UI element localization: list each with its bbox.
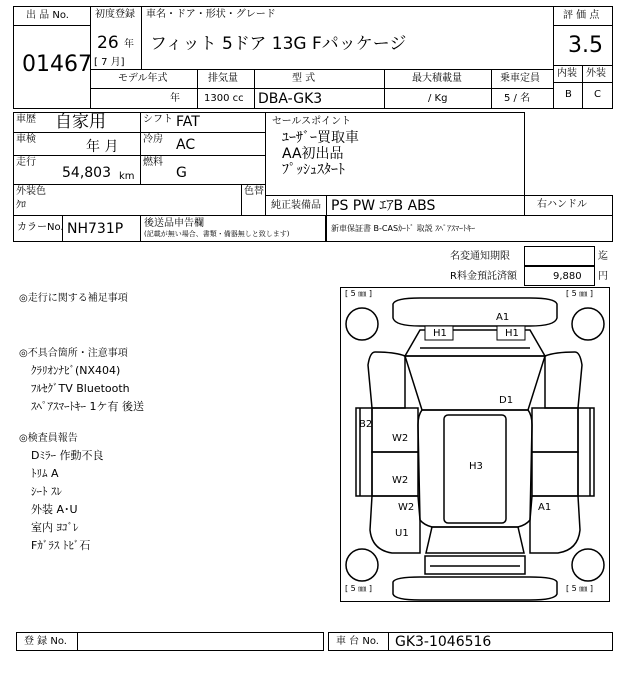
shift-value: FAT <box>176 114 200 130</box>
ac-value: AC <box>176 137 196 153</box>
mark-u1: U1 <box>395 528 409 539</box>
rocker-right <box>578 408 594 496</box>
color-no-label: カラーNo. <box>17 222 64 233</box>
chassis-value: GK3-1046516 <box>395 634 492 650</box>
defect-item-2: ﾌﾙｾｸﾞTV Bluetooth <box>31 382 130 395</box>
driving-notes-title: ◎走行に関する補足事項 <box>19 293 128 304</box>
interior-label: 内装 <box>557 68 577 79</box>
mileage-unit: km <box>119 171 135 182</box>
fender-front-right <box>545 352 582 408</box>
defect-item-3: ｽﾍﾟｱｽﾏｰﾄｷｰ 1ケ有 後送 <box>31 400 144 413</box>
chassis-label: 車 台 No. <box>336 636 379 647</box>
mark-h3: H3 <box>469 461 483 472</box>
mark-d1: D1 <box>499 395 514 406</box>
car-title-label: 車名・ドア・形状・グレード <box>146 9 276 20</box>
sales-points-label: セールスポイント <box>272 116 352 127</box>
rear-window <box>426 527 524 553</box>
capacity-label: 乗車定員 <box>500 73 540 84</box>
chassis-label-cell <box>328 632 389 651</box>
first-registration-label: 初度登録 <box>95 9 135 20</box>
score-value: 3.5 <box>568 33 603 58</box>
front-bumper <box>393 298 557 326</box>
color-no-value: NH731P <box>67 221 124 237</box>
registration-year: 26 <box>97 33 119 53</box>
model-year-label: モデル年式 <box>118 73 168 84</box>
aftermarket-note: (記載が無い場合、書類・備器無しと致します) <box>144 230 290 238</box>
fender-front-left <box>368 352 405 408</box>
car-title: フィット 5ドア 13G Fパッケージ <box>150 34 407 54</box>
score-label: 評 価 点 <box>563 10 600 21</box>
registration-label: 登 録 No. <box>24 636 67 647</box>
registration-value-cell <box>77 632 324 651</box>
tire-depth-front-left: [ 5 ㎜ ] <box>345 289 372 298</box>
sales-point-2: AA初出品 <box>282 146 344 162</box>
tire-rear-left <box>346 549 378 581</box>
max-load-label: 最大積載量 <box>412 73 462 84</box>
history-value: 自家用 <box>55 112 106 132</box>
inspector-item-1: Dﾐﾗｰ 作動不良 <box>31 449 104 462</box>
lot-label: 出 品 No. <box>26 10 69 21</box>
registration-label-cell <box>16 632 78 651</box>
registration-year-unit: 年 <box>124 39 134 50</box>
tire-rear-right <box>572 549 604 581</box>
tire-front-right <box>572 308 604 340</box>
registration-month: [ 7 月] <box>94 57 125 68</box>
door-rear-left <box>372 452 418 496</box>
lot-number: 01467 <box>22 52 92 77</box>
equipment-label: 純正装備品 <box>271 200 321 211</box>
inspection-value: 年 月 <box>86 139 119 155</box>
color-change-label: 色替 <box>244 186 264 197</box>
recycle-unit: 円 <box>598 271 608 282</box>
ac-label: 冷房 <box>143 134 163 145</box>
sales-point-1: ﾕｰｻﾞｰ買取車 <box>282 130 359 146</box>
mark-h1-right: H1 <box>505 328 519 339</box>
inspector-item-4: 外装 A･U <box>31 503 78 516</box>
sales-point-3: ﾌﾟｯｼｭｽﾀｰﾄ <box>282 162 345 178</box>
max-load-value: / Kg <box>428 93 448 104</box>
mileage-label: 走行 <box>16 157 36 168</box>
defect-item-1: ｸﾗﾘｵﾝﾅﾋﾞ(NX404) <box>31 364 121 377</box>
exterior-grade: C <box>594 89 601 100</box>
exterior-label: 外装 <box>586 68 606 79</box>
door-front-right <box>532 408 578 452</box>
mark-w2-front-left: W2 <box>392 433 409 444</box>
tire-depth-rear-right: [ 5 ㎜ ] <box>566 584 593 593</box>
tire-depth-rear-left: [ 5 ㎜ ] <box>345 584 372 593</box>
mark-w2-rear-left: W2 <box>392 475 409 486</box>
history-label: 車歴 <box>16 114 36 125</box>
fuel-label: 燃料 <box>143 157 163 168</box>
recycle-value: 9,880 <box>553 271 582 282</box>
type-label: 型 式 <box>292 73 316 84</box>
type-value: DBA-GK3 <box>258 91 323 107</box>
tire-depth-front-right: [ 5 ㎜ ] <box>566 289 593 298</box>
inspector-item-2: ﾄﾘﾑ A <box>31 467 59 480</box>
exterior-color-value: ｸﾛ <box>16 200 26 211</box>
mileage-value: 54,803 <box>62 165 111 181</box>
door-front-left <box>372 408 418 452</box>
name-change-unit: 迄 <box>598 251 608 262</box>
door-rear-right <box>532 452 578 496</box>
exterior-color-label: 外装色 <box>16 186 46 197</box>
mark-a1-right: A1 <box>538 502 552 513</box>
trunk <box>425 556 525 574</box>
displacement-value: 1300 cc <box>204 93 244 104</box>
defects-title: ◎不具合箇所・注意事項 <box>19 348 128 359</box>
inspector-title: ◎検査員報告 <box>19 433 78 444</box>
shift-label: シフト <box>143 114 173 125</box>
aftermarket-label: 後送品申告欄 <box>144 218 204 229</box>
tire-front-left <box>346 308 378 340</box>
capacity-value: 5 / 名 <box>504 93 531 104</box>
fuel-value: G <box>176 165 187 181</box>
warranty-items: 新車保証書 B-CASｶｰﾄﾞ 取説 ｽﾍﾟｱｽﾏｰﾄｷｰ <box>331 224 476 233</box>
mark-b2: B2 <box>359 419 373 430</box>
inspector-item-6: Fｶﾞﾗｽ ﾄﾋﾞ石 <box>31 539 91 552</box>
equipment-value: PS PW ｴｱB ABS <box>331 198 436 214</box>
steering-value: 右ハンドル <box>537 199 587 210</box>
mark-a1-front: A1 <box>496 312 510 323</box>
inspection-label: 車検 <box>16 134 36 145</box>
model-year-unit: 年 <box>170 93 180 104</box>
recycle-label: R料金預託済額 <box>450 271 517 282</box>
inspector-item-5: 室内 ﾖｺﾞﾚ <box>31 521 79 534</box>
windshield <box>405 356 545 410</box>
name-change-label: 名変通知期限 <box>450 251 510 262</box>
displacement-label: 排気量 <box>208 73 238 84</box>
chassis-value-cell <box>388 632 613 651</box>
interior-grade: B <box>565 89 572 100</box>
rear-bumper <box>393 577 557 600</box>
inspector-item-3: ｼｰﾄ ｽﾚ <box>31 485 62 498</box>
mark-h1-left: H1 <box>433 328 447 339</box>
mark-w2-rear: W2 <box>398 502 415 513</box>
